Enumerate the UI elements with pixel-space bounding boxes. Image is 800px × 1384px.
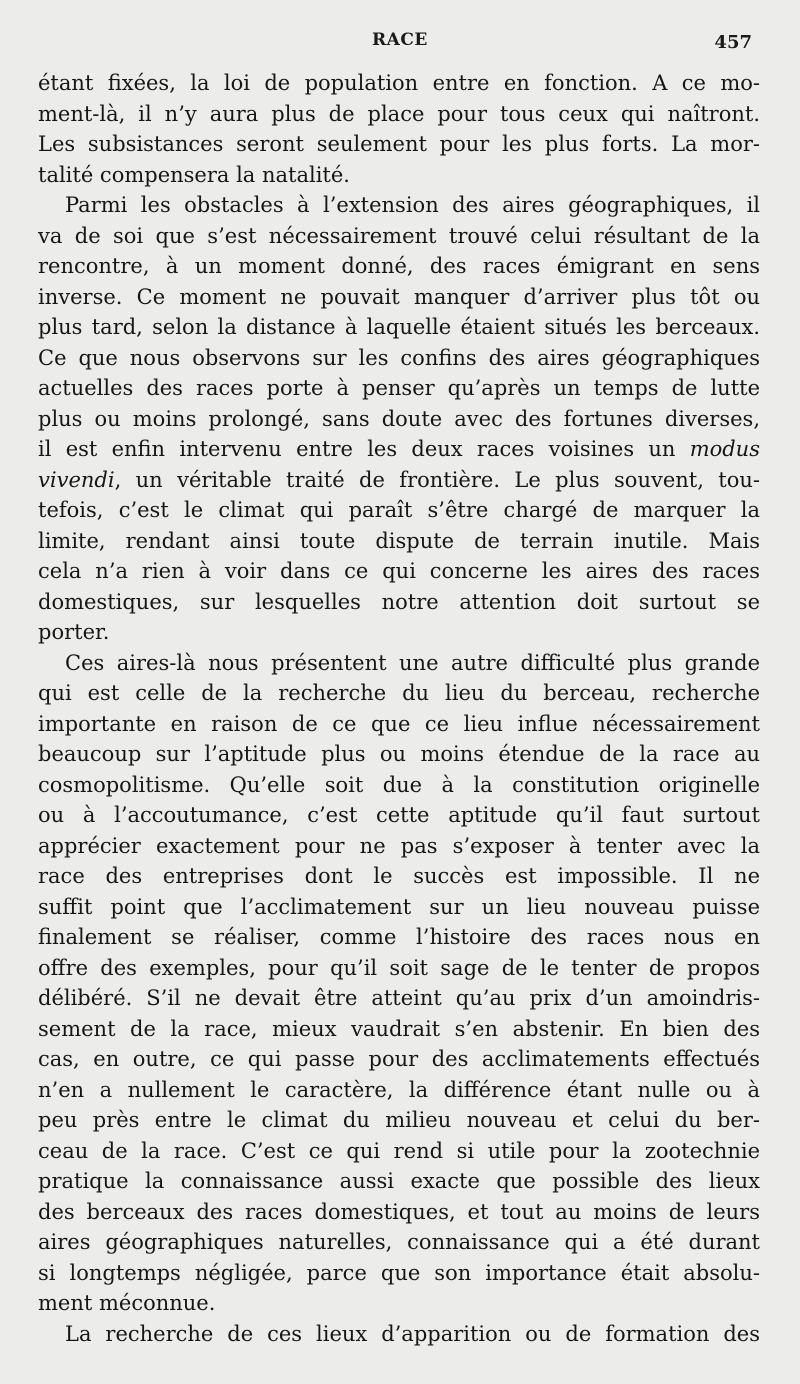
text-line: race des entreprises dont le succès est impossible. Il ne <box>38 864 760 888</box>
text-line: ou à l’accoutumance, c’est cette aptitude qu’il faut surtout <box>38 803 760 827</box>
text-line: Parmi les obstacles à l’extension des aires géographiques, il <box>65 193 760 217</box>
paragraph <box>38 1319 760 1350</box>
text-line: La recherche de ces lieux d’apparition ou de formation des <box>65 1321 760 1346</box>
paragraph <box>38 648 760 1319</box>
text-line: n’en a nullement le caractère, la différence étant nulle ou à <box>38 1077 760 1102</box>
running-title: RACE <box>372 30 428 50</box>
text-line: étant fixées, la loi de population entre en fonction. A ce mo- <box>38 71 760 95</box>
paragraph <box>38 190 760 648</box>
text-line: rencontre, à un moment donné, des races émigrant en sens <box>38 254 760 278</box>
text-line: vivendi, un véritable traité de frontière. Le plus souvent, tou- <box>38 467 760 492</box>
text-line: va de soi que s’est nécessairement trouvé celui résultant de la <box>38 223 760 248</box>
text-line: qui est celle de la recherche du lieu du berceau, recherche <box>38 681 760 705</box>
text-line: domestiques, sur lesquelles notre attention doit surtout se <box>38 589 760 614</box>
text-line: sement de la race, mieux vaudrait s’en abstenir. En bien des <box>38 1016 760 1041</box>
text-line: talité compensera la natalité. <box>38 162 350 187</box>
text-line: Ce que nous observons sur les confins des aires géographiques <box>38 345 760 370</box>
text-line: inverse. Ce moment ne pouvait manquer d’arriver plus tôt ou <box>38 284 760 309</box>
text-line: Ces aires-là nous présentent une autre difficulté plus grande <box>65 650 760 675</box>
paragraph <box>38 68 760 190</box>
text-line: finalement se réaliser, comme l’histoire des races nous en <box>38 925 760 949</box>
page-header <box>0 30 800 60</box>
text-line: pratique la connaissance aussi exacte que possible des lieux <box>38 1169 760 1193</box>
body-text <box>38 68 760 1349</box>
text-line: ment-là, il n’y aura plus de place pour tous ceux qui naîtront. <box>38 101 760 126</box>
text-line: porter. <box>38 620 110 644</box>
text-line: actuelles des races porte à penser qu’après un temps de lutte <box>38 376 760 400</box>
text-line: cas, en outre, ce qui passe pour des acclimatements effectués <box>38 1047 760 1071</box>
text-line: aires géographiques naturelles, connaissance qui a été durant <box>38 1230 760 1254</box>
page-number: 457 <box>714 32 752 53</box>
text-line: limite, rendant ainsi toute dispute de terrain inutile. Mais <box>38 528 760 553</box>
text-line: si longtemps négligée, parce que son importance était absolu- <box>38 1260 760 1285</box>
text-line: suffit point que l’acclimatement sur un lieu nouveau puisse <box>38 894 760 919</box>
text-line: des berceaux des races domestiques, et tout au moins de leurs <box>38 1199 760 1224</box>
text-line: offre des exemples, pour qu’il soit sage de le tenter de propos <box>38 955 760 980</box>
text-line: délibéré. S’il ne devait être atteint qu’au prix d’un amoindris- <box>38 986 760 1010</box>
text-line: apprécier exactement pour ne pas s’exposer à tenter avec la <box>38 833 760 858</box>
text-line: plus ou moins prolongé, sans doute avec des fortunes diverses, <box>38 406 760 431</box>
text-line: il est enfin intervenu entre les deux races voisines un modus <box>38 437 760 461</box>
text-line: ceau de la race. C’est ce qui rend si utile pour la zootechnie <box>38 1138 760 1163</box>
text-line: tefois, c’est le climat qui paraît s’être chargé de marquer la <box>38 498 760 522</box>
text-line: peu près entre le climat du milieu nouveau et celui du ber- <box>38 1108 760 1132</box>
text-line: cosmopolitisme. Qu’elle soit due à la constitution originelle <box>38 772 760 797</box>
text-line: plus tard, selon la distance à laquelle étaient situés les berceaux. <box>38 315 760 339</box>
text-line: cela n’a rien à voir dans ce qui concerne les aires des races <box>38 559 760 583</box>
italic-term-vivendi: vivendi <box>38 467 115 492</box>
text-line: Les subsistances seront seulement pour les plus forts. La mor- <box>38 132 760 156</box>
text-line: importante en raison de ce que ce lieu influe nécessairement <box>38 711 760 736</box>
text-line: beaucoup sur l’aptitude plus ou moins étendue de la race au <box>38 742 760 766</box>
italic-term-modus: modus <box>689 437 760 461</box>
text-line: ment méconnue. <box>38 1291 216 1315</box>
